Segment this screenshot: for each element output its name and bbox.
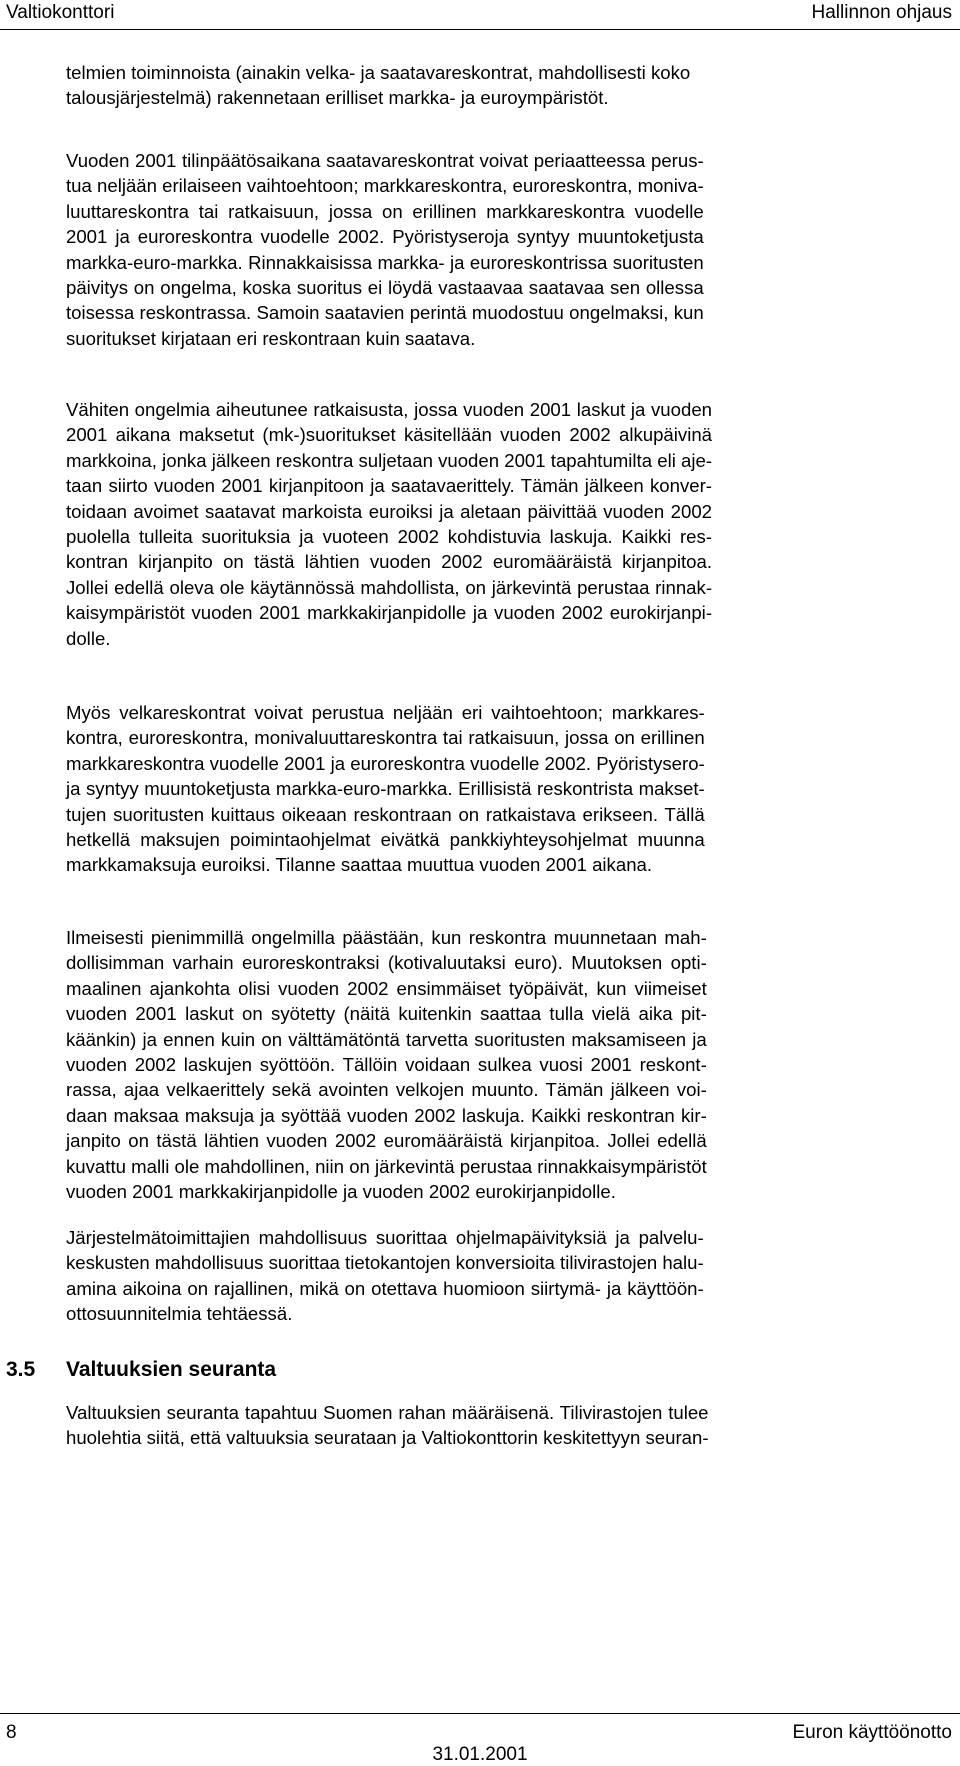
text-line: daan maksaa maksuja ja syöttää vuoden 2002 laskuja. Kaikki reskontran kir- [66, 1104, 707, 1126]
paragraph-intro-continued [66, 60, 690, 111]
text-line: ottosuunnitelmia tehtäessä. [66, 1303, 293, 1325]
section-number: 3.5 [6, 1358, 36, 1381]
text-line: päivitys on ongelma, koska suoritus ei löydä vastaavaa saatavaa sen ollessa [66, 277, 704, 299]
section-title: Valtuuksien seuranta [66, 1358, 277, 1381]
text-line: keskusten mahdollisuus suorittaa tietokantojen konversioita tilivirastojen halu- [66, 1252, 704, 1274]
text-line: hetkellä maksujen poimintaohjelmat eivätkä pankkiyhteysohjelmat muunna [66, 829, 705, 851]
text-line: taan siirto vuoden 2001 kirjanpitoon ja saatavaerittely. Tämän jälkeen konver- [66, 475, 713, 497]
text-line: kuvattu malli ole mahdollinen, niin on järkevintä perustaa rinnakkaisympäristöt [66, 1155, 707, 1177]
footer-rule [0, 1713, 960, 1714]
header-section: Hallinnon ohjaus [811, 2, 952, 23]
page-header [0, 0, 960, 36]
text-line: käänkin) ja ennen kuin on välttämätöntä tarvetta suoritusten maksamiseen ja [66, 1028, 707, 1050]
text-line: Ilmeisesti pienimmillä ongelmilla päästään, kun reskontra muunnetaan mah- [66, 927, 707, 948]
text-line: vuoden 2002 laskujen syöttöön. Tällöin voidaan sulkea vuosi 2001 reskont- [66, 1054, 707, 1076]
text-line: janpito on tästä lähtien vuoden 2002 euromääräistä kirjanpitoa. Jollei edellä [66, 1130, 707, 1152]
text-line: Vähiten ongelmia aiheutunee ratkaisusta, jossa vuoden 2001 laskut ja vuoden [66, 399, 713, 420]
text-line: dollisimman varhain euroreskontraksi (kotivaluutaksi euro). Muutoksen opti- [66, 952, 707, 974]
text-line: vuoden 2001 markkakirjanpidolle ja vuoden 2002 eurokirjanpidolle. [66, 1181, 616, 1203]
text-line: telmien toiminnoista (ainakin velka- ja saatavareskontrat, mahdollisesti koko [66, 62, 691, 83]
paragraph-jarjestelmatoimittajien [66, 1225, 704, 1327]
text-line: amina aikoina on rajallinen, mikä on otettava huomioon siirtymä- ja käyttöön- [66, 1277, 704, 1299]
text-line: toisessa reskontrassa. Samoin saatavien perintä muodostuu ongelmaksi, kun [66, 302, 704, 324]
text-line: toidaan avoimet saatavat markoista euroiksi ja aletaan päivittää vuoden 2002 [66, 500, 713, 522]
text-line: Järjestelmätoimittajien mahdollisuus suorittaa ohjelmapäivityksiä ja palvelu- [66, 1227, 704, 1248]
text-line: maalinen ajankohta olisi vuoden 2002 ensimmäiset työpäivät, kun viimeiset [66, 977, 707, 999]
footer-document-title: Euron käyttöönotto [792, 1722, 952, 1743]
text-line: rassa, ajaa velkaerittely sekä avointen velkojen muunto. Tämän jälkeen voi- [66, 1079, 707, 1101]
text-line: 2001 aikana maksetut (mk-)suoritukset käsitellään vuoden 2002 alkupäivinä [66, 424, 713, 446]
text-line: tujen suoritusten kuittaus oikeaan reskontraan on ratkaistava erikseen. Tällä [66, 803, 705, 825]
text-line: markkamaksuja euroiksi. Tilanne saattaa muuttua vuoden 2001 aikana. [66, 854, 653, 876]
text-line: ja syntyy muuntoketjusta markka-euro-markka. Erillisistä reskontrista makset- [66, 778, 705, 800]
paragraph-valtuuksien-seuranta [66, 1400, 709, 1451]
header-rule [0, 29, 960, 30]
paragraph-ilmeisesti [66, 925, 707, 1204]
paragraph-saatavareskontrat [66, 148, 704, 351]
text-line: kontran kirjanpito on tästä lähtien vuoden 2002 euromääräistä kirjanpitoa. [66, 551, 713, 573]
text-line: puolella tulleita suorituksia ja vuoteen 2002 kohdistuvia laskuja. Kaikki res- [66, 526, 713, 548]
text-line: kontra, euroreskontra, monivaluuttareskontra tai ratkaisuun, jossa on erillinen [66, 727, 705, 749]
text-line: suoritukset kirjataan eri reskontraan kuin saatava. [66, 327, 476, 349]
text-line: kaisympäristöt vuoden 2001 markkakirjanpidolle ja vuoden 2002 eurokirjanpi- [66, 602, 713, 624]
text-line: Valtuuksien seuranta tapahtuu Suomen rahan määräisenä. Tilivirastojen tulee [66, 1402, 709, 1423]
footer-date: 31.01.2001 [432, 1744, 528, 1765]
text-line: markkareskontra vuodelle 2001 ja euroreskontra vuodelle 2002. Pyöristysero- [66, 752, 705, 774]
text-line: Vuoden 2001 tilinpäätösaikana saatavareskontrat voivat periaatteessa perus- [66, 150, 704, 171]
header-organization: Valtiokonttori [6, 2, 115, 23]
text-line: dolle. [66, 627, 111, 649]
page-footer [0, 1696, 960, 1765]
page-number: 8 [6, 1722, 17, 1743]
text-line: huolehtia siitä, että valtuuksia seurataan ja Valtiokonttorin keskitettyyn seuran- [66, 1427, 709, 1449]
text-line: markka-euro-markka. Rinnakkaisissa markka- ja euroreskontrissa suoritusten [66, 251, 704, 273]
text-line: Jollei edellä oleva ole käytännössä mahdollista, on järkevintä perustaa rinnak- [66, 576, 713, 598]
text-line: 2001 ja euroreskontra vuodelle 2002. Pyöristyseroja syntyy muuntoketjusta [66, 226, 704, 248]
text-line: talousjärjestelmä) rakennetaan erilliset markka- ja euroympäristöt. [66, 87, 609, 109]
paragraph-vahiten-ongelmia [66, 397, 712, 651]
section-heading [6, 1358, 276, 1382]
text-line: Myös velkareskontrat voivat perustua neljään eri vaihtoehtoon; markkares- [66, 702, 705, 723]
text-line: vuoden 2001 laskut on syötetty (näitä kuitenkin saattaa tulla vielä aika pit- [66, 1003, 707, 1025]
paragraph-velkareskontrat [66, 700, 705, 878]
text-line: luuttareskontra tai ratkaisuun, jossa on erillinen markkareskontra vuodelle [66, 200, 704, 222]
text-line: markkoina, jonka jälkeen reskontra suljetaan vuoden 2001 tapahtumilta eli aje- [66, 449, 713, 471]
text-line: tua neljään erilaiseen vaihtoehtoon; markkareskontra, euroreskontra, moniva- [66, 175, 704, 197]
